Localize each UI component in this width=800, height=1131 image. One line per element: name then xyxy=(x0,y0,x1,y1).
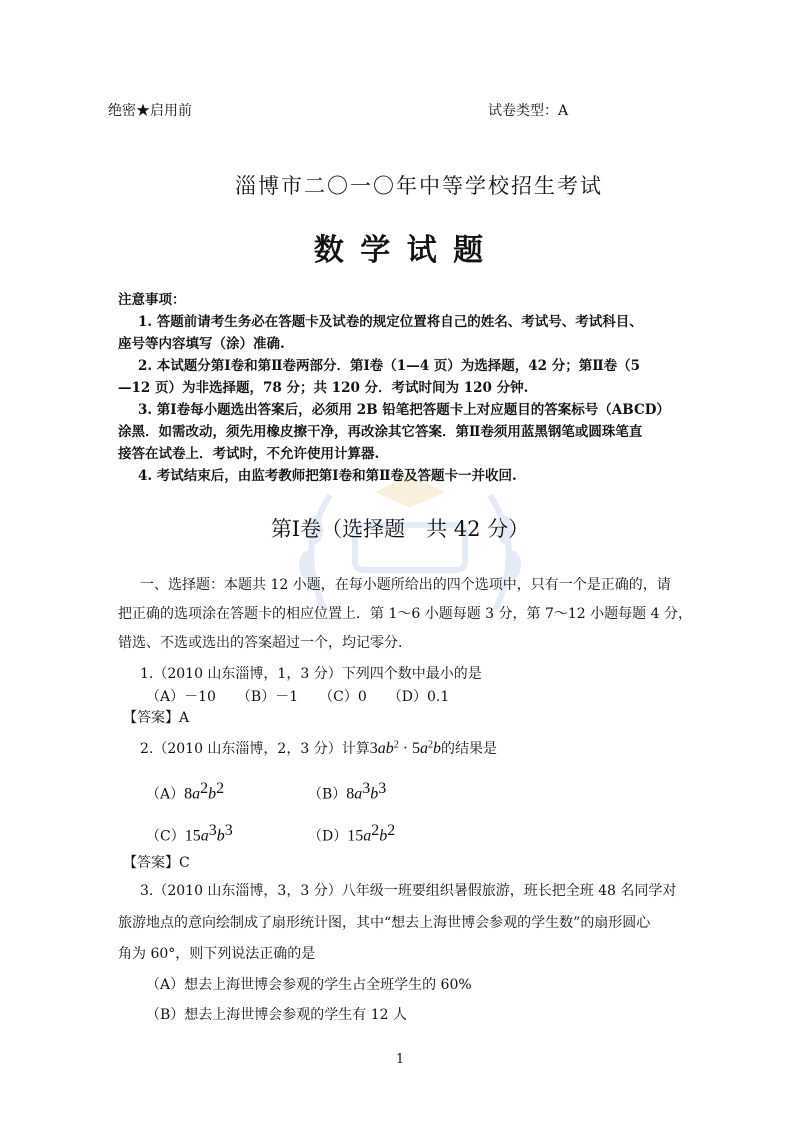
subject-title: 数 学 试 题 xyxy=(313,233,487,268)
q3-stem-line: 旅游地点的意向绘制成了扇形统计图，其中“想去上海世博会参观的学生数”的扇形圆心 xyxy=(118,915,651,931)
note-line: 3. 第Ⅰ卷每小题选出答案后，必须用 2B 铅笔把答题卡上对应题目的答案标号（ABCD） xyxy=(138,402,670,418)
secret-label: 绝密★启用前 xyxy=(108,103,192,119)
q3-option-a: （A）想去上海世博会参观的学生占全班学生的 60% xyxy=(146,977,472,993)
q2-option-c: $(C)15a^3b^3$ xyxy=(146,822,233,845)
intro-line: 错选、不选或选出的答案超过一个，均记零分. xyxy=(118,635,403,651)
notes-heading: 注意事项： xyxy=(118,292,186,308)
q2-stem: 2.（2010 山东淄博，2，3 分）计算$3ab^2 \cdot 5a^2b$的结果是 xyxy=(140,739,498,757)
note-line: 2. 本试题分第Ⅰ卷和第Ⅱ卷两部分．第Ⅰ卷（1—4 页）为选择题，42 分；第Ⅱ卷（5 xyxy=(138,358,641,374)
q3-stem-line: 角为 60°，则下列说法正确的是 xyxy=(118,946,316,962)
note-line: 1. 答题前请考生务必在答题卡及试卷的规定位置将自己的姓名、考试号、考试科目、 xyxy=(138,314,643,330)
q2-option-a: $(A)8a^2b^2$ xyxy=(146,780,225,803)
intro-line: 把正确的选项涂在答题卡的相应位置上．第 1～6 小题每题 3 分，第 7～12 小题每题 4 分， xyxy=(118,606,692,622)
page-number: 1 xyxy=(395,1052,405,1067)
q1-answer: 【答案】A xyxy=(123,710,190,726)
note-line: 涂黑．如需改动，须先用橡皮擦干净，再改涂其它答案．第Ⅱ卷须用蓝黑钢笔或圆珠笔直 xyxy=(118,424,643,440)
q2-option-b: $(B)8a^3b^3$ xyxy=(308,780,387,803)
exam-title: 淄博市二〇一〇年中等学校招生考试 xyxy=(235,174,603,198)
section-title: 第Ⅰ卷（选择题 共 42 分） xyxy=(270,517,530,541)
note-line: —12 页）为非选择题，78 分；共 120 分．考试时间为 120 分钟. xyxy=(118,380,529,396)
paper-type: 试卷类型：A xyxy=(488,103,569,119)
note-line: 座号等内容填写（涂）准确. xyxy=(118,336,285,352)
q1-stem: 1.（2010 山东淄博，1，3 分）下列四个数中最小的是 xyxy=(140,666,482,682)
intro-line: 一、选择题：本题共 12 小题，在每小题所给出的四个选项中，只有一个是正确的，请 xyxy=(140,577,671,593)
q2-option-d: $(D)15a^2b^2$ xyxy=(308,822,396,845)
note-line: 接答在试卷上．考试时，不允许使用计算器. xyxy=(118,446,380,462)
q3-option-b: （B）想去上海世博会参观的学生有 12 人 xyxy=(146,1007,408,1023)
q1-options: （A）－10 （B）－1 （C）0 （D）0.1 xyxy=(146,689,450,705)
q3-stem-line: 3.（2010 山东淄博，3，3 分）八年级一班要组织暑假旅游，班长把全班 48 名同学对 xyxy=(140,883,677,899)
note-line: 4. 考试结束后，由监考教师把第Ⅰ卷和第Ⅱ卷及答题卡一并收回. xyxy=(138,468,517,484)
q2-answer: 【答案】C xyxy=(123,855,190,871)
